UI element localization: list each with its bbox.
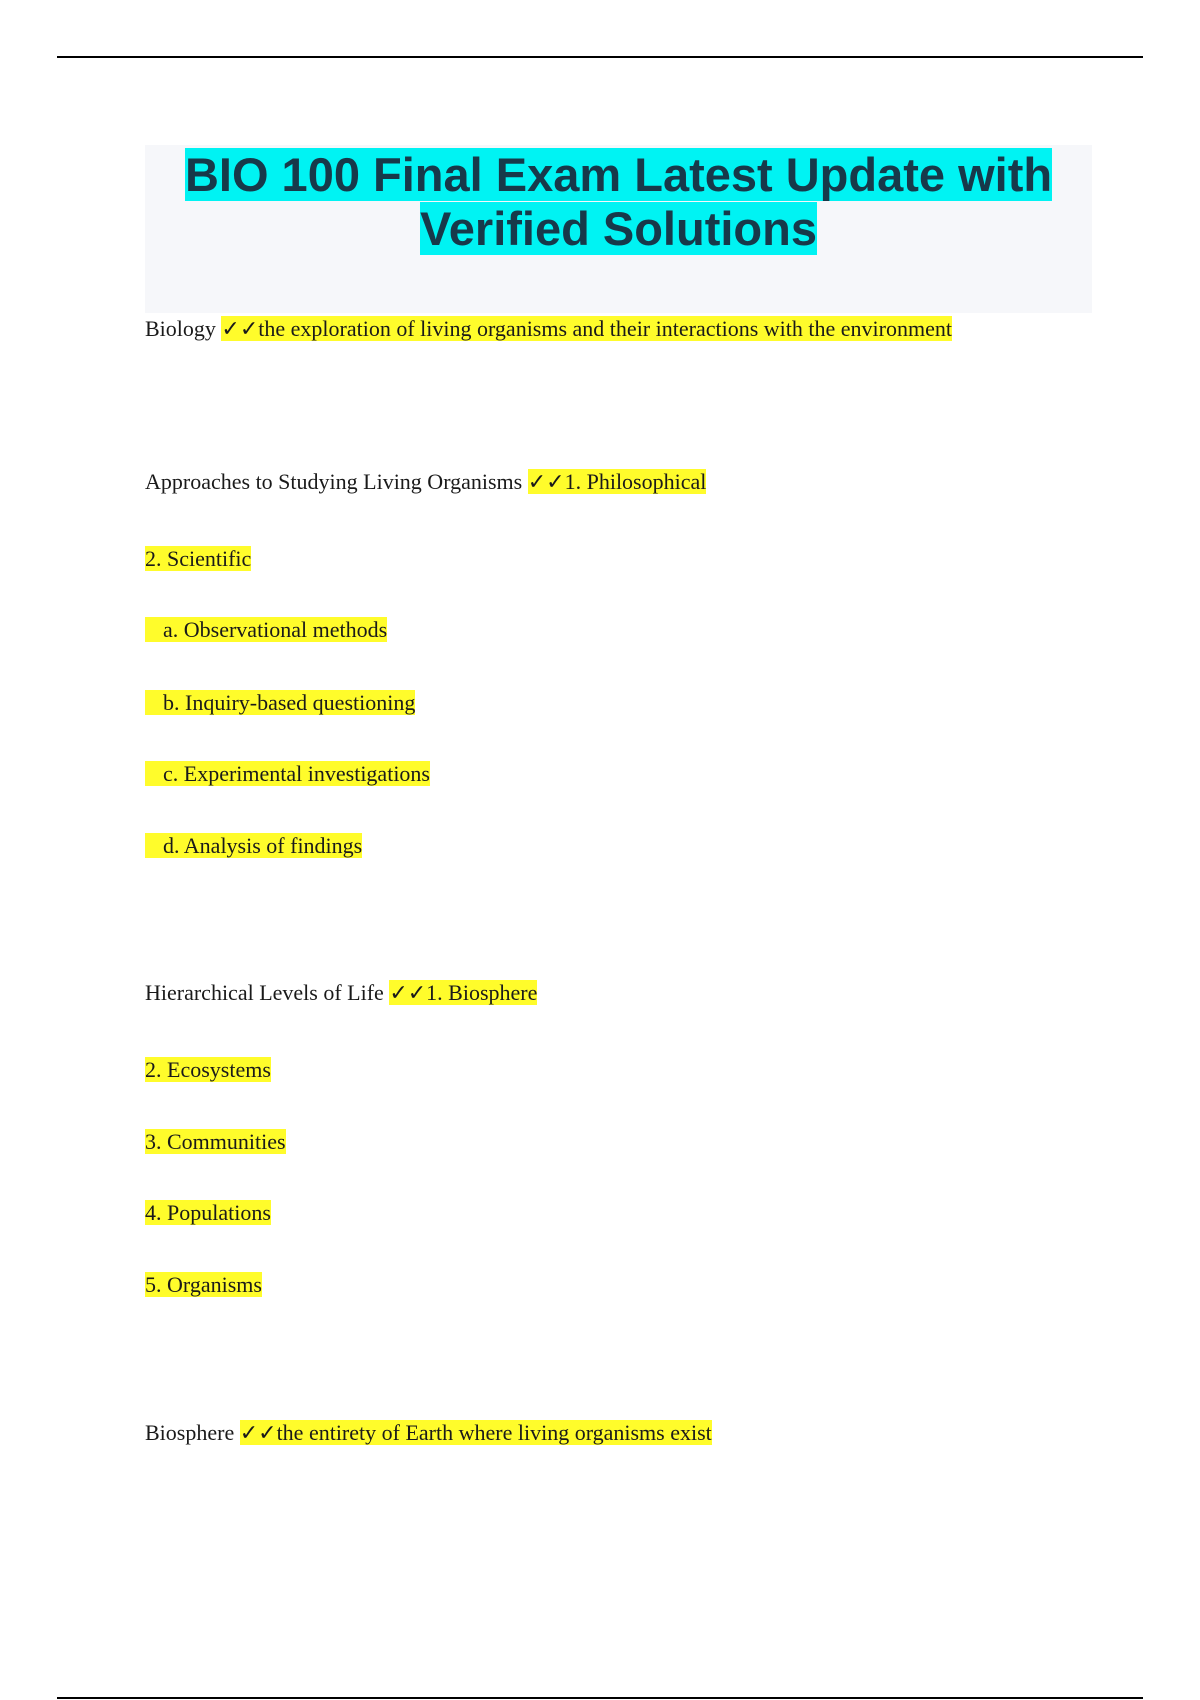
answer-text: 3. Communities: [145, 1129, 286, 1154]
bottom-rule: [57, 1697, 1143, 1699]
entry-approaches: [145, 467, 706, 497]
answer-text: 4. Populations: [145, 1200, 271, 1225]
list-item: [145, 1198, 271, 1228]
term-label: Approaches to Studying Living Organisms: [145, 469, 528, 494]
entry-biosphere: [145, 1418, 712, 1448]
answer-text: 2. Scientific: [145, 546, 252, 571]
term-label: Hierarchical Levels of Life: [145, 980, 390, 1005]
title-line-1: BIO 100 Final Exam Latest Update with: [184, 148, 1053, 201]
top-rule: [57, 56, 1143, 58]
title-line-2: Verified Solutions: [420, 202, 817, 255]
document-title: [145, 145, 1092, 256]
list-item: [145, 544, 251, 574]
answer-text: c. Experimental investigations: [145, 761, 430, 786]
entry-biology: [145, 314, 952, 344]
answer-text: ✓✓the entirety of Earth where living organisms exist: [239, 1420, 712, 1445]
list-item: [145, 688, 415, 718]
answer-text: b. Inquiry-based questioning: [145, 690, 415, 715]
answer-text: ✓✓1. Philosophical: [527, 469, 707, 494]
answer-text: ✓✓1. Biosphere: [389, 980, 538, 1005]
answer-text: 2. Ecosystems: [145, 1057, 271, 1082]
term-label: Biosphere: [145, 1420, 240, 1445]
entry-hierarchical-levels: [145, 978, 537, 1008]
answer-text: 5. Organisms: [145, 1272, 262, 1297]
answer-text: ✓✓the exploration of living organisms and their interactions with the environment: [221, 316, 952, 341]
term-label: Biology: [145, 316, 222, 341]
list-item: [145, 831, 362, 861]
list-item: [145, 759, 430, 789]
title-block: [145, 145, 1092, 313]
list-item: [145, 615, 387, 645]
list-item: [145, 1270, 262, 1300]
list-item: [145, 1127, 286, 1157]
answer-text: a. Observational methods: [145, 617, 387, 642]
answer-text: d. Analysis of findings: [145, 833, 362, 858]
list-item: [145, 1055, 271, 1085]
